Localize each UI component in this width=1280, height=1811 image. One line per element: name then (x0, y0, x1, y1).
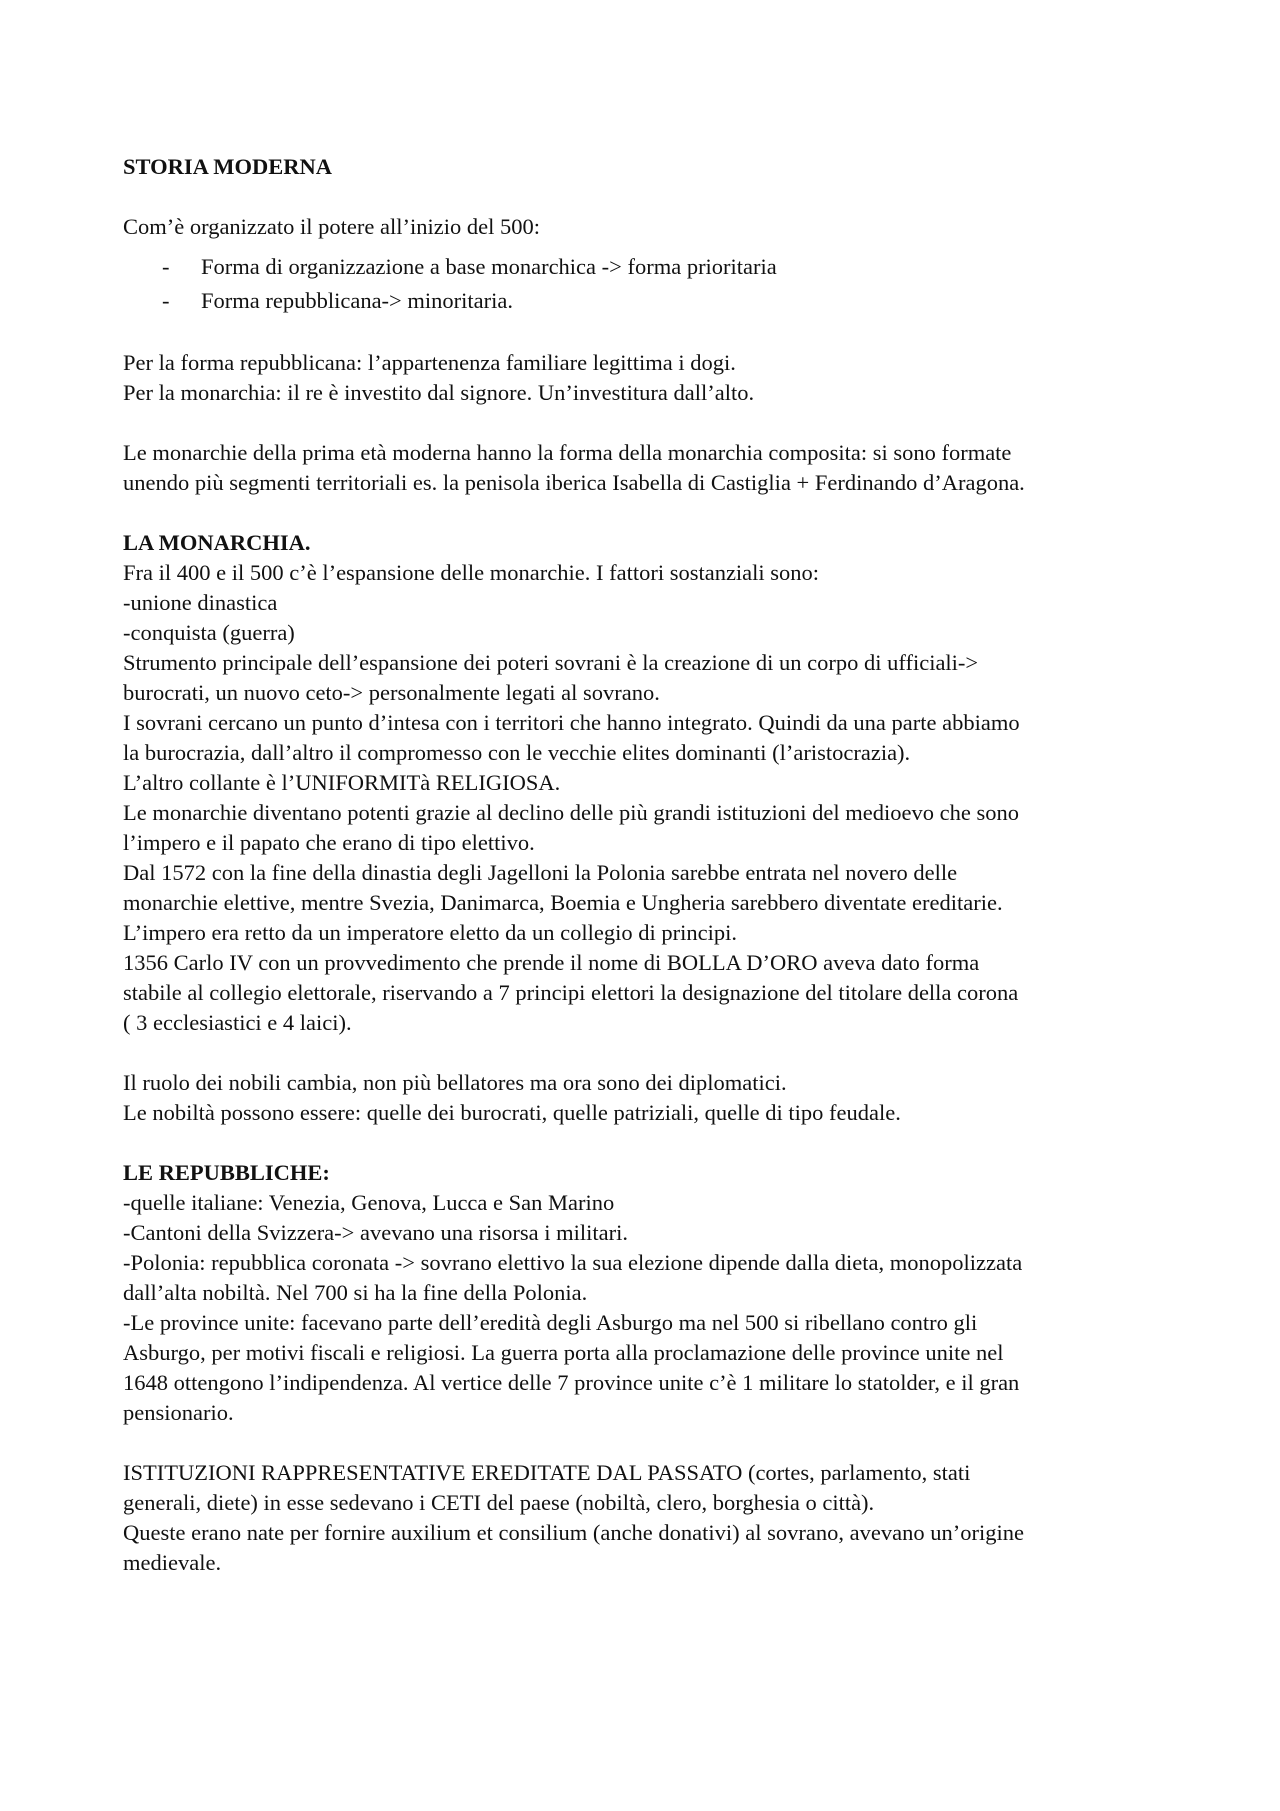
list-item (123, 250, 1173, 284)
paragraph-line: unendo più segmenti territoriali es. la penisola iberica Isabella di Castiglia + Ferdinando d’Aragona. (123, 470, 1025, 495)
paragraph-line: -Le province unite: facevano parte dell’eredità degli Asburgo ma nel 500 si ribellano contro gli (123, 1310, 978, 1335)
paragraph-line: L’altro collante è l’UNIFORMITà RELIGIOSA. (123, 770, 561, 795)
spacer (123, 242, 1173, 250)
section-heading-monarchia: LA MONARCHIA. (123, 530, 311, 555)
paragraph-line: ( 3 ecclesiastici e 4 laici). (123, 1010, 352, 1035)
paragraph-line: -unione dinastica (123, 590, 278, 615)
paragraph-line: -quelle italiane: Venezia, Genova, Lucca e San Marino (123, 1190, 615, 1215)
paragraph-line: Dal 1572 con la fine della dinastia degli Jagelloni la Polonia sarebbe entrata nel novero delle (123, 860, 958, 885)
paragraph-line: Il ruolo dei nobili cambia, non più bellatores ma ora sono dei diplomatici. (123, 1070, 787, 1095)
document-page (123, 152, 1173, 1578)
paragraph-line: Le monarchie della prima età moderna hanno la forma della monarchia composita: si sono formate (123, 440, 1012, 465)
paragraph-line: -conquista (guerra) (123, 620, 295, 645)
paragraph-line: l’impero e il papato che erano di tipo elettivo. (123, 830, 535, 855)
paragraph-line: Le nobiltà possono essere: quelle dei burocrati, quelle patriziali, quelle di tipo feudale. (123, 1100, 901, 1125)
paragraph-line: dall’alta nobiltà. Nel 700 si ha la fine della Polonia. (123, 1280, 588, 1305)
paragraph-line: Per la monarchia: il re è investito dal signore. Un’investitura dall’alto. (123, 380, 755, 405)
spacer (123, 498, 1173, 528)
paragraph-line: Strumento principale dell’espansione dei poteri sovrani è la creazione di un corpo di ufficiali-> (123, 650, 979, 675)
paragraph-line: stabile al collegio elettorale, riservando a 7 principi elettori la designazione del titolare della corona (123, 980, 1019, 1005)
paragraph-line: 1648 ottengono l’indipendenza. Al vertice delle 7 province unite c’è 1 militare lo statolder, e il gran (123, 1370, 1020, 1395)
section-heading-repubbliche: LE REPUBBLICHE: (123, 1160, 330, 1185)
paragraph-line: I sovrani cercano un punto d’intesa con i territori che hanno integrato. Quindi da una parte abbiamo (123, 710, 1020, 735)
paragraph-line: -Cantoni della Svizzera-> avevano una risorsa i militari. (123, 1220, 629, 1245)
paragraph-line: pensionario. (123, 1400, 234, 1425)
paragraph-line: Fra il 400 e il 500 c’è l’espansione delle monarchie. I fattori sostanziali sono: (123, 560, 820, 585)
paragraph-line: Le monarchie diventano potenti grazie al declino delle più grandi istituzioni del medioevo che sono (123, 800, 1019, 825)
spacer (123, 408, 1173, 438)
paragraph-line: Per la forma repubblicana: l’appartenenza familiare legittima i dogi. (123, 350, 736, 375)
paragraph-line: -Polonia: repubblica coronata -> sovrano elettivo la sua elezione dipende dalla dieta, monopolizzata (123, 1250, 1023, 1275)
power-forms-list (123, 250, 1173, 318)
list-item-text: Forma repubblicana-> minoritaria. (201, 288, 513, 313)
paragraph-line: generali, diete) in esse sedevano i CETI del paese (nobiltà, clero, borghesia o città). (123, 1490, 875, 1515)
list-bullet: - (162, 288, 170, 313)
paragraph-line: ISTITUZIONI RAPPRESENTATIVE EREDITATE DAL PASSATO (cortes, parlamento, stati (123, 1460, 971, 1485)
spacer (123, 1428, 1173, 1458)
paragraph-line: 1356 Carlo IV con un provvedimento che prende il nome di BOLLA D’ORO aveva dato forma (123, 950, 980, 975)
paragraph-line: L’impero era retto da un imperatore eletto da un collegio di principi. (123, 920, 737, 945)
spacer (123, 318, 1173, 348)
document-title: STORIA MODERNA (123, 154, 332, 179)
list-item-text: Forma di organizzazione a base monarchica -> forma prioritaria (201, 254, 777, 279)
paragraph-line: Asburgo, per motivi fiscali e religiosi. La guerra porta alla proclamazione delle province unite nel (123, 1340, 1004, 1365)
paragraph-line: burocrati, un nuovo ceto-> personalmente legati al sovrano. (123, 680, 660, 705)
list-bullet: - (162, 254, 170, 279)
list-item (123, 284, 1173, 318)
spacer (123, 1038, 1173, 1068)
paragraph-line: monarchie elettive, mentre Svezia, Danimarca, Boemia e Ungheria sarebbero diventate ereditarie. (123, 890, 1003, 915)
spacer (123, 1128, 1173, 1158)
spacer (123, 182, 1173, 212)
intro-paragraph: Com’è organizzato il potere all’inizio del 500: (123, 214, 540, 239)
paragraph-line: medievale. (123, 1550, 222, 1575)
paragraph-line: la burocrazia, dall’altro il compromesso con le vecchie elites dominanti (l’aristocrazia). (123, 740, 911, 765)
paragraph-line: Queste erano nate per fornire auxilium et consilium (anche donativi) al sovrano, avevano un’origine (123, 1520, 1024, 1545)
